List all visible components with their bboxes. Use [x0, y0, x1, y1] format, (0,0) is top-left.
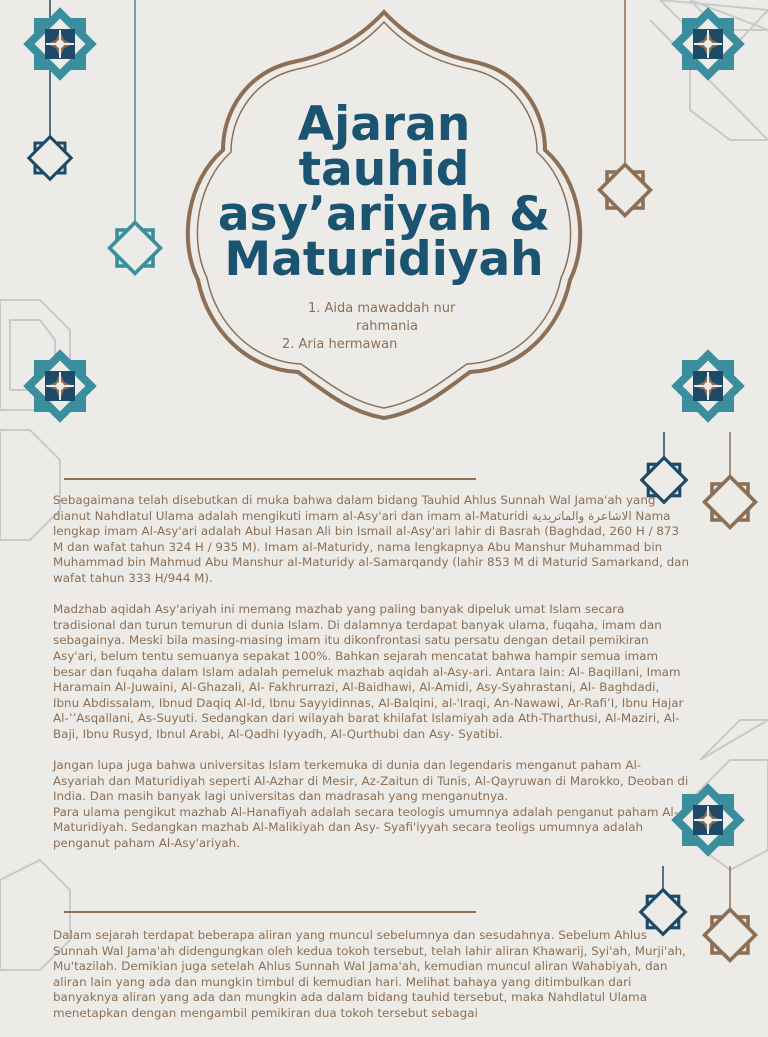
author-1: 1. Aida mawaddah nur: [308, 301, 456, 316]
author-2: 2. Aria hermawan: [282, 337, 398, 352]
title-line: tauhid: [298, 142, 470, 197]
paragraph: Madzhab aqidah Asy'ariyah ini memang mazhab yang paling banyak dipeluk umat Islam secara tradisional dan turun temurun di dunia Islam. Di dalamnya terdapat banyak ulama, fuqaha, imam dan sebagainya. Meski bila masing-masing imam itu dikonfrontasi satu persatu dengan detail pemikiran Asy'ari, belum tentu semuanya sepakat 100%. Bahkan sejarah mencatat bahwa hampir semua imam besar dan fuqaha dalam Islam adalah pemeluk mazhab aqidah al-Asy-ari. Antara lain: Al- Baqillani, Imam Haramain Al-Juwaini, Al-Ghazali, Al- Fakhrurrazi, Al-Baidhawi, Al-Amidi, Asy-Syahrastani, Al- Baghdadi, Ibnu Abdissalam, Ibnud Daqiq Al-Id, Ibnu Sayyidinnas, Al-Balqini, al-'Iraqi, An-Nawawi, Ar-Rafi’I, Ibnu Hajar Al-’’Asqallani, As-Suyuti. Sedangkan dari wilayah barat khilafat Islamiyah ada Ath-Tharthusi, Al-Maziri, Al-Baji, Ibnu Rusyd, Ibnul Arabi, Al-Qadhi Iyyadh, Al-Qurthubi dan Asy- Syatibi.: [53, 602, 684, 741]
paragraph: Sebagaimana telah disebutkan di muka bahwa dalam bidang Tauhid Ahlus Sunnah Wal Jama'ah yang dianut Nahdlatul Ulama adalah mengikuti imam al-Asy'ari dan imam al-Maturidi الاشاعرة والماتريدية Nama lengkap imam Al-Asy'ari adalah Abul Hasan Ali bin Ismail al-Asy'ari lahir di Basrah (Baghdad, 260 H / 873 M dan wafat tahun 324 H / 935 M). Imam al-Maturidy, nama lengkapnya Abu Manshur Muhammad bin Muhammad bin Mahmud Abu Manshur al-Maturidy al-Samarqandy (lahir 853 M di Maturid Samarkand, dan wafat tahun 333 H/944 M).: [53, 493, 690, 585]
document-title: [200, 97, 568, 287]
author-1-continued: rahmania: [356, 319, 418, 334]
paragraph: Para ulama pengikut mazhab Al-Hanafiyah adalah secara teologis umumnya adalah penganut paham Al- Maturidiyah. Sedangkan mazhab Al-Malikiyah dan Asy- Syafi'iyyah secara teoligs umumnya adalah penganut paham Al-Asy'ariyah.: [53, 804, 678, 851]
paragraph: Dalam sejarah terdapat beberapa aliran yang muncul sebelumnya dan sesudahnya. Sebelum Ahlus Sunnah Wal Jama'ah didengungkan oleh kedua tokoh tersebut, telah lahir aliran Khawarij, Syi'ah, Murji'ah, Mu'tazilah. Demikian juga setelah Ahlus Sunnah Wal Jama'ah, kemudian muncul aliran Wahabiyah, dan aliran lain yang ada dan mungkin timbul di kemudian hari. Melihat bahaya yang ditimbulkan dari banyaknya aliran yang ada dan mungkin ada dalam bidang tauhid tersebut, maka Nahdlatul Ulama menetapkan dengan mengambil pemikiran dua tokoh tersebut sebagai: [53, 928, 686, 1020]
authors-list: [282, 300, 482, 354]
title-line: Ajaran: [297, 97, 471, 152]
section-divider: [64, 478, 476, 480]
section-2: [53, 928, 689, 1037]
paragraph: Jangan lupa juga bahwa universitas Islam terkemuka di dunia dan legendaris menganut paham Al-Asyariah dan Maturidiyah seperti Al-Azhar di Mesir, Az-Zaitun di Tunis, Al-Qayruwan di Marokko, Deoban di India. Dan masih banyak lagi universitas dan madrasah yang menganutnya.: [53, 758, 689, 804]
title-line: asy’ariyah &: [217, 187, 551, 242]
section-1: [53, 493, 689, 867]
title-line: Maturidiyah: [224, 232, 544, 287]
section-divider: [64, 911, 476, 913]
